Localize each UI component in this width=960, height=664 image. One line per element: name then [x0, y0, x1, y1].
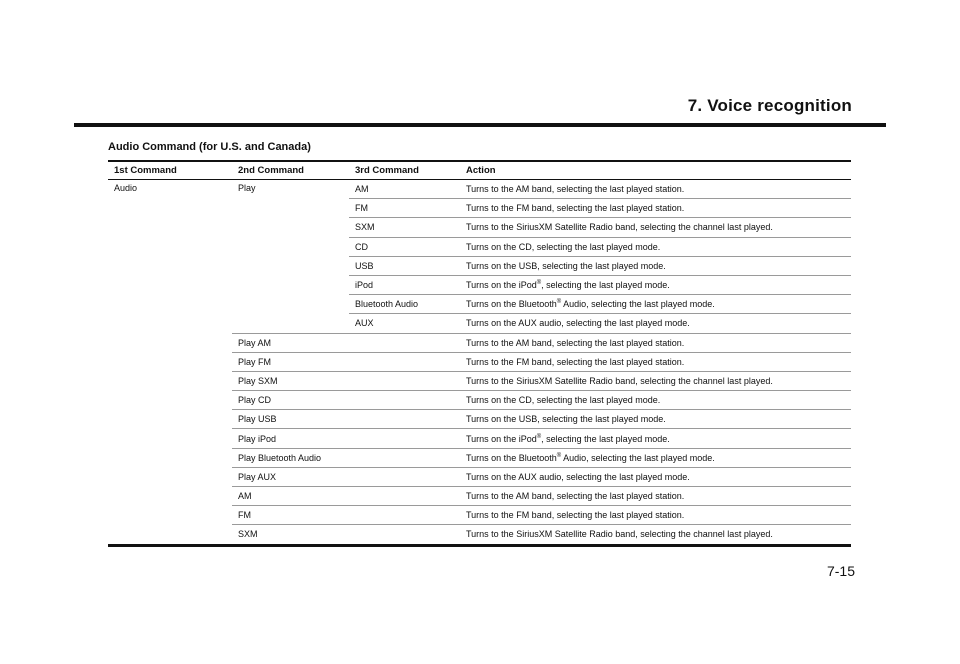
third-command-cell: AM	[349, 180, 460, 199]
action-text: , selecting the last played mode.	[541, 280, 670, 291]
third-command-cell: Bluetooth Audio	[349, 295, 460, 314]
second-command-cell: Play Bluetooth Audio	[232, 448, 460, 467]
second-command-cell: Play AM	[232, 333, 460, 352]
audio-command-table	[108, 160, 851, 547]
second-command-cell: SXM	[238, 529, 258, 540]
action-text: , selecting the last played mode.	[541, 433, 670, 444]
second-command-cell: Play AUX	[232, 467, 460, 486]
column-header-action: Action	[460, 161, 851, 180]
action-cell: Turns to the FM band, selecting the last played station.	[460, 506, 851, 525]
action-cell	[460, 275, 851, 294]
action-cell: Turns to the AM band, selecting the last played station.	[460, 180, 851, 199]
page-number: 7-15	[826, 563, 855, 579]
action-cell: Turns on the USB, selecting the last played mode.	[460, 256, 851, 275]
column-header-1st-command: 1st Command	[108, 161, 232, 180]
action-cell: Turns to the AM band, selecting the last played station.	[460, 487, 851, 506]
action-cell: Turns on the AUX audio, selecting the last played mode.	[460, 314, 851, 333]
action-cell: Turns to the SiriusXM Satellite Radio band, selecting the channel last played.	[460, 218, 851, 237]
action-cell: Turns to the SiriusXM Satellite Radio band, selecting the channel last played.	[466, 529, 773, 540]
registered-mark: ®	[556, 452, 562, 459]
action-text: Audio, selecting the last played mode.	[561, 299, 715, 310]
third-command-cell: USB	[349, 256, 460, 275]
section-title: Audio Command (for U.S. and Canada)	[108, 141, 311, 153]
third-command-cell: FM	[349, 199, 460, 218]
third-command-cell: SXM	[349, 218, 460, 237]
action-cell	[460, 295, 851, 314]
column-header-2nd-command: 2nd Command	[232, 161, 349, 180]
action-cell: Turns on the AUX audio, selecting the last played mode.	[460, 467, 851, 486]
chapter-title: 7. Voice recognition	[687, 96, 852, 115]
action-text: Turns on the Bluetooth	[466, 299, 557, 310]
second-command-cell: Play USB	[232, 410, 460, 429]
action-cell: Turns to the SiriusXM Satellite Radio band, selecting the channel last played.	[460, 371, 851, 390]
third-command-cell: AUX	[349, 314, 460, 333]
action-cell	[460, 448, 851, 467]
table-row	[108, 180, 851, 199]
second-command-cell: FM	[232, 506, 460, 525]
first-command-cell: Audio	[114, 183, 138, 193]
registered-mark: ®	[536, 433, 542, 440]
second-command-cell-play: Play	[232, 180, 349, 334]
action-text: Turns on the iPod	[466, 433, 537, 444]
registered-mark: ®	[556, 299, 562, 306]
action-cell: Turns to the AM band, selecting the last played station.	[460, 333, 851, 352]
action-cell	[460, 429, 851, 448]
chapter-rule	[74, 123, 886, 127]
third-command-cell: iPod	[349, 275, 460, 294]
action-cell: Turns on the CD, selecting the last played mode.	[460, 391, 851, 410]
action-cell: Turns to the FM band, selecting the last played station.	[460, 352, 851, 371]
second-command-cell: Play iPod	[232, 429, 460, 448]
action-text: Turns on the Bluetooth	[466, 452, 557, 463]
second-command-cell: Play FM	[232, 352, 460, 371]
action-cell: Turns to the FM band, selecting the last played station.	[460, 199, 851, 218]
registered-mark: ®	[536, 280, 542, 287]
second-command-cell: Play SXM	[232, 371, 460, 390]
third-command-cell: CD	[349, 237, 460, 256]
action-cell: Turns on the USB, selecting the last played mode.	[460, 410, 851, 429]
action-cell: Turns on the CD, selecting the last played mode.	[460, 237, 851, 256]
table-header-row	[108, 161, 851, 180]
second-command-cell: AM	[232, 487, 460, 506]
column-header-3rd-command: 3rd Command	[349, 161, 460, 180]
action-text: Audio, selecting the last played mode.	[561, 452, 715, 463]
action-text: Turns on the iPod	[466, 280, 537, 291]
second-command-cell: Play CD	[232, 391, 460, 410]
